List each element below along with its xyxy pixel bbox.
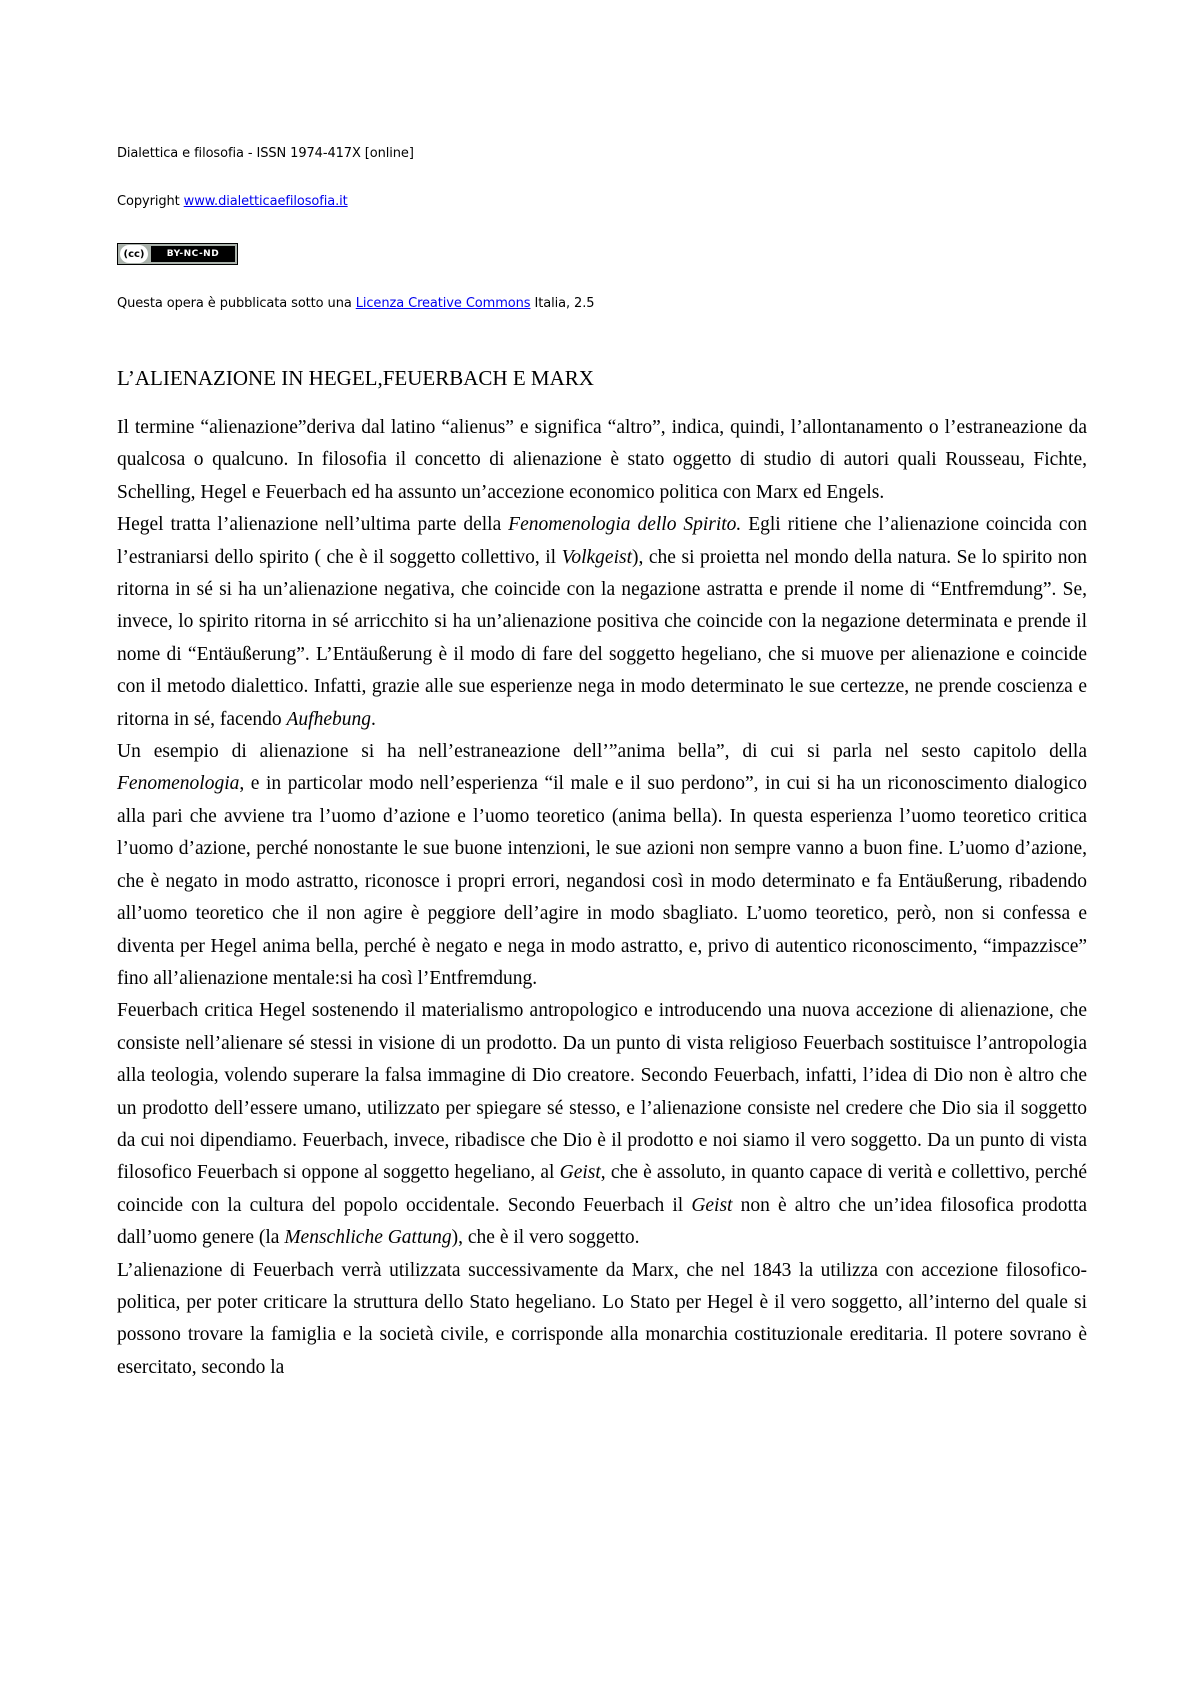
paragraph-2: [117, 509, 1087, 736]
p3-text-b: , e in particolar modo nell’esperienza “il male e il suo perdono”, in cui si ha un riconoscimento dialogico alla pari che avviene tra l’uomo d’azione e l’uomo teoretico (anima bella). In questa esperienza l’uomo teoretico critica l’uomo d’azione, perché nonostante le sue buone intenzioni, le sue azioni non sempre vanno a buon fine. L’uomo d’azione, che è negato in modo astratto, riconosce i propri errori, negandosi così in modo determinato e fa Entäußerung, ribadendo all’uomo teoretico che il non agire è peggiore dell’agire in modo sbagliato. L’uomo teoretico, però, non si confessa e diventa per Hegel anima bella, perché è negato e nega in modo astratto, e, privo di autentico riconoscimento, “impazzisce” fino all’alienazione mentale:si ha così l’Entfremdung.: [117, 773, 1087, 989]
p2-italic-fenomenologia: Fenomenologia dello Spirito.: [508, 514, 742, 536]
license-prefix: Questa opera è pubblicata sotto una: [117, 296, 356, 311]
p2-text-d: .: [370, 708, 376, 730]
paragraph-4: [117, 995, 1087, 1254]
p4-italic-menschliche-gattung: Menschliche Gattung: [284, 1227, 452, 1249]
copyright-line: [117, 194, 348, 209]
p2-text-a: Hegel tratta l’alienazione nell’ultima parte della: [117, 514, 509, 536]
paragraph-5: L’alienazione di Feuerbach verrà utilizzata successivamente da Marx, che nel 1843 la utilizza con accezione filosofico-politica, per poter criticare la struttura dello Stato hegeliano. Lo Stato per Hegel è il vero soggetto, all’interno del quale si possono trovare la famiglia e la società civile, e corrisponde alla monarchia costituzionale ereditaria. Il potere sovrano è esercitato, secondo la: [117, 1259, 1087, 1378]
creative-commons-badge[interactable]: [117, 243, 238, 265]
cc-license-terms: BY-NC-ND: [151, 246, 235, 262]
p3-italic-fenomenologia: Fenomenologia: [117, 773, 240, 795]
paragraph-3: [117, 736, 1087, 995]
article-title: L’ALIENAZIONE IN HEGEL,FEUERBACH E MARX: [117, 366, 594, 390]
p4-text-d: ), che è il vero soggetto.: [451, 1227, 640, 1249]
p2-text-b: Egli ritiene che l’alienazione coincida con l’estraniarsi dello spirito ( che è il soggetto collettivo, il: [117, 514, 1087, 568]
journal-issn-line: Dialettica e filosofia - ISSN 1974-417X [online]: [117, 146, 414, 161]
p4-text-c: non è altro che un’idea filosofica prodotta dall’uomo genere (la: [117, 1194, 1088, 1249]
copyright-website-link[interactable]: www.dialetticaefilosofia.it: [183, 194, 348, 209]
p2-italic-aufhebung: Aufhebung: [286, 708, 371, 730]
p4-italic-geist-2: Geist: [691, 1194, 733, 1216]
p3-text-a: Un esempio di alienazione si ha nell’estraneazione dell’”anima bella”, di cui si parla nel sesto capitolo della: [117, 741, 1087, 763]
cc-logo-icon: (cc): [120, 245, 148, 263]
p4-italic-geist: Geist: [559, 1162, 601, 1184]
license-link[interactable]: Licenza Creative Commons: [355, 296, 531, 311]
p4-text-a: Feuerbach critica Hegel sostenendo il materialismo antropologico e introducendo una nuova accezione di alienazione, che consiste nell’alienare sé stessi in visione di un prodotto. Da un punto di vista religioso Feuerbach sostituisce l’antropologia alla teologia, volendo superare la falsa immagine di Dio creatore. Secondo Feuerbach, infatti, l’idea di Dio non è altro che un prodotto dell’essere umano, utilizzato per spiegare sé stesso, e l’alienazione consiste nel credere che Dio sia il soggetto da cui noi dipendiamo. Feuerbach, invece, ribadisce che Dio è il prodotto e noi siamo il vero soggetto. Da un punto di vista filosofico Feuerbach si oppone al soggetto hegeliano, al: [117, 1000, 1087, 1184]
p2-text-c: ), che si proietta nel mondo della natura. Se lo spirito non ritorna in sé si ha un’alienazione negativa, che coincide con la negazione astratta e prende il nome di “Entfremdung”. Se, invece, lo spirito ritorna in sé arricchito si ha un’alienazione positiva che coincide con la negazione determinata e prende il nome di “Entäußerung”. L’Entäußerung è il modo di fare del soggetto hegeliano, che si muove per alienazione e coincide con il metodo dialettico. Infatti, grazie alle sue esperienze nega in modo determinato le sue certezze, ne prende coscienza e ritorna in sé, facendo: [117, 546, 1087, 730]
paragraph-1: Il termine “alienazione”deriva dal latino “alienus” e significa “altro”, indica, quindi, l’allontanamento o l’estraneazione da qualcosa o qualcuno. In filosofia il concetto di alienazione è stato oggetto di studio di autori quali Rousseau, Fichte, Schelling, Hegel e Feuerbach ed ha assunto un’accezione economico politica con Marx ed Engels.: [117, 417, 1087, 503]
license-line: [117, 296, 594, 311]
copyright-label: Copyright: [117, 194, 184, 209]
p2-italic-volkgeist: Volkgeist: [561, 546, 632, 568]
article-body: [117, 412, 1087, 1384]
p4-text-b: , che è assoluto, in quanto capace di verità e collettivo, perché coincide con la cultura del popolo occidentale. Secondo Feuerbach il: [117, 1162, 1088, 1216]
license-suffix: Italia, 2.5: [530, 296, 595, 311]
